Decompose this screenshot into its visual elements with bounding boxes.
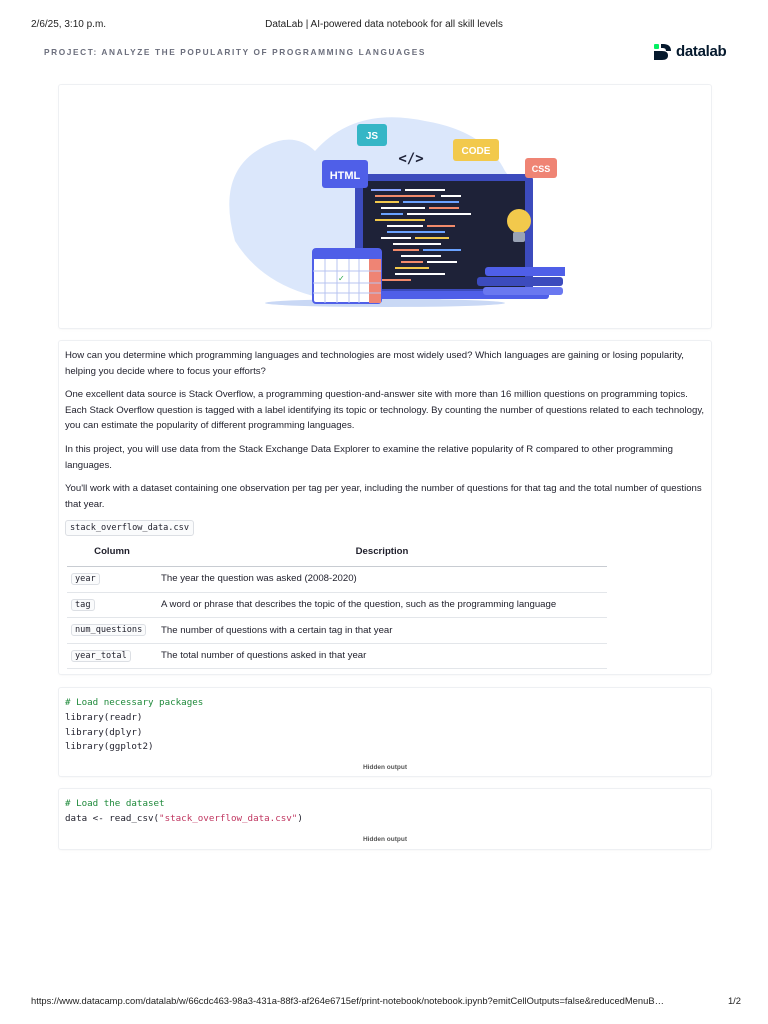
code-editor[interactable] (65, 797, 303, 827)
intro-paragraph-1: How can you determine which programming languages and technologies are most widely used? Which languages are gaining or losing popularity, helping you decide where to focus your efforts? (65, 350, 684, 377)
code-tag-label: CODE (461, 146, 491, 157)
page-number: 1/2 (727, 995, 741, 1006)
column-description: The number of questions with a certain tag in that year (157, 618, 607, 644)
js-tag-label: JS (365, 131, 379, 142)
code-comment: # Load necessary packages (65, 697, 204, 708)
css-tag-label: CSS (531, 164, 551, 174)
description-header: Description (157, 542, 607, 566)
datalab-logo[interactable] (654, 43, 726, 60)
hidden-output-label[interactable]: Hidden output (362, 764, 408, 771)
markdown-cell[interactable] (59, 341, 711, 674)
column-header: Column (67, 542, 157, 566)
code-line: library(readr) (65, 711, 143, 723)
table-row (67, 592, 607, 618)
table-row (67, 643, 607, 669)
code-cell-load-dataset[interactable] (59, 789, 711, 849)
code-comment: # Load the dataset (65, 798, 165, 809)
project-title: PROJECT: ANALYZE THE POPULARITY OF PROGRAMMING LANGUAGES (44, 47, 427, 57)
hidden-output-label[interactable]: Hidden output (362, 836, 408, 843)
programming-illustration (205, 91, 565, 321)
print-datetime: 2/6/25, 3:10 p.m. (31, 19, 107, 30)
intro-paragraph-2: One excellent data source is Stack Overflow, a programming question-and-answer site with more than 16 million questions on programming topics. Each Stack Overflow question is tagged with a label identifying its topic or technology. By counting the number of questions related to each technology, you can estimate the popularity of different programming languages. (65, 389, 705, 432)
print-page-title: DataLab | AI-powered data notebook for all skill levels (265, 19, 503, 30)
column-name: year_total (71, 650, 131, 662)
table-row (67, 566, 607, 592)
code-cell-load-packages[interactable] (59, 688, 711, 776)
intro-paragraph-4: You'll work with a dataset containing one observation per tag per year, including the number of questions for that tag and the total number of questions that year. (65, 483, 702, 510)
table-row (67, 618, 607, 644)
code-suffix: ) (297, 812, 303, 824)
column-description: The year the question was asked (2008-2020) (157, 566, 607, 592)
datalab-logo-text: datalab (676, 43, 727, 60)
code-prefix: data <- read_csv( (65, 812, 160, 824)
intro-paragraph-3: In this project, you will use data from the Stack Exchange Data Explorer to examine the relative popularity of R compared to other programming languages. (65, 443, 673, 471)
code-line: library(ggplot2) (65, 741, 154, 753)
code-brackets-label: </> (398, 151, 424, 167)
svg-text:✓: ✓ (338, 274, 345, 283)
column-name: num_questions (71, 624, 146, 636)
columns-table (67, 542, 607, 669)
code-editor[interactable] (65, 696, 203, 755)
column-description: The total number of questions asked in that year (157, 643, 607, 669)
column-description: A word or phrase that describes the topic of the question, such as the programming language (157, 592, 607, 618)
datalab-logo-icon (654, 43, 672, 60)
code-line: library(dplyr) (65, 726, 143, 738)
dataset-filename: stack_overflow_data.csv (65, 520, 194, 536)
column-name: year (71, 573, 100, 585)
column-name: tag (71, 599, 95, 611)
print-url: https://www.datacamp.com/datalab/w/66cdc463-98a3-431a-88f3-af264e6715ef/print-notebook/notebook.ipynb?emitCellOutputs=false&reducedMenuB… (31, 995, 664, 1006)
table-header-row (67, 542, 607, 566)
html-tag-label: HTML (329, 170, 361, 182)
image-cell[interactable] (59, 85, 711, 328)
code-string: "stack_overflow_data.csv" (159, 812, 298, 824)
